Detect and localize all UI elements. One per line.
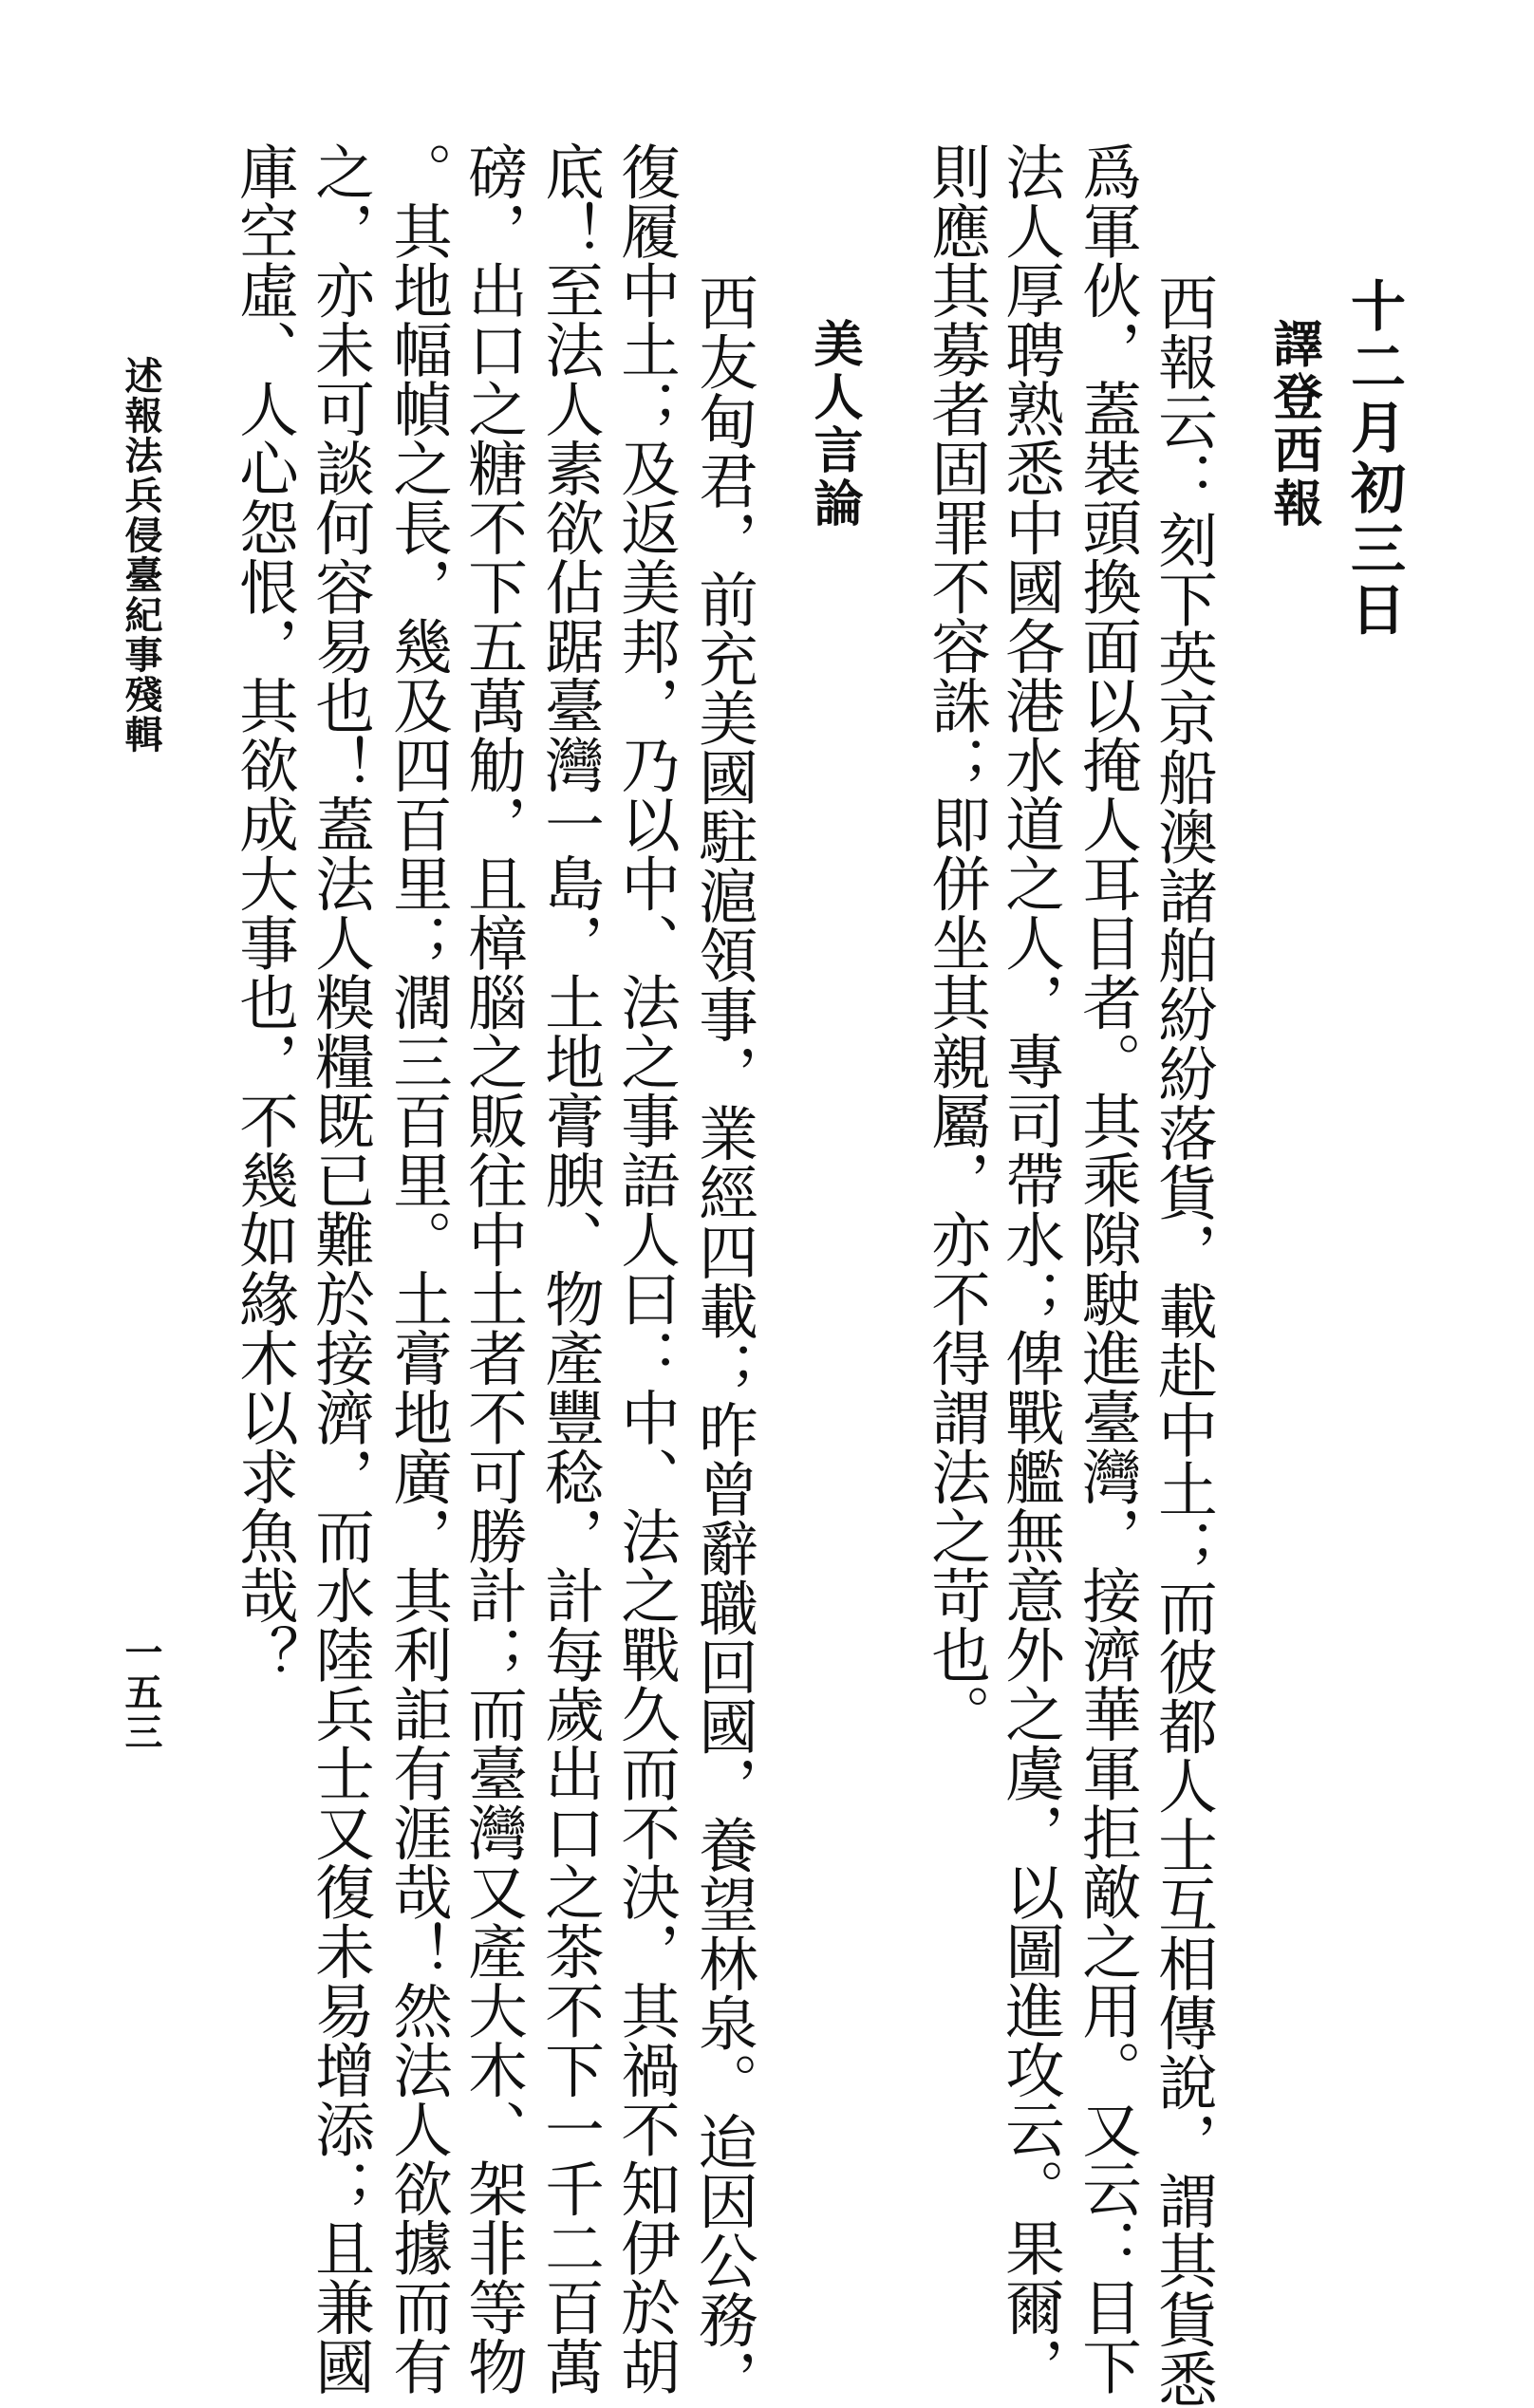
paragraph-line: 磅，出口之糖不下五萬觔，且樟腦之販往中土者不可勝計；而臺灣又產大木、架非等物 [458, 141, 528, 2396]
paragraph-line: 西友甸君，前充美國駐滬領事，業經四載；昨曾辭職回國，養望林泉。迨因公務， [688, 272, 758, 2408]
footer-book-title: 述報法兵侵臺紀事殘輯 [119, 356, 162, 755]
paragraph-line: 西報云：刻下英京船澳諸舶紛紛落貨，載赴中土；而彼都人士互相傳說，謂其貨悉 [1148, 272, 1218, 2408]
section-title-american-remarks: 美人言論 [805, 318, 862, 531]
paragraph-line: 之，亦未可談何容易也！蓋法人糗糧既已難於接濟，而水陸兵士又復未易增添；且兼國 [305, 141, 375, 2396]
paragraph-line: 底！至法人素欲佔踞臺灣一島，土地膏腴、物產豐稔，計每歲出口之茶不下一千二百萬 [534, 141, 605, 2396]
paragraph-line: 庫空虛、人心怨恨，其欲成大事也，不幾如緣木以求魚哉？ [229, 141, 299, 1684]
paragraph-line: 法人厚聘熟悉中國各港水道之人，專司帶水；俾戰艦無意外之虞，以圖進攻云。果爾， [995, 141, 1065, 2396]
paragraph-line: 。其地幅幀之長，幾及四百里；濶三百里。土膏地廣，其利詎有涯哉！然法人欲據而有 [383, 141, 453, 2396]
paragraph-line: 則應其募者固罪不容誅；即併坐其親屬，亦不得謂法之苛也。 [921, 141, 991, 1744]
paragraph-line: 復履中土；及返美邦，乃以中、法之事語人曰：中、法之戰久而不決，其禍不知伊於胡 [610, 141, 681, 2396]
date-heading: 十二月初三日 [1341, 277, 1406, 642]
section-title-translation: 譯登西報 [1264, 318, 1321, 531]
paragraph-line: 爲軍伙，蓋裝頭換面以掩人耳目者。其乘隙駛進臺灣，接濟華軍拒敵之用。又云：目下 [1072, 141, 1142, 2396]
page-number: 一五三 [119, 1633, 162, 1752]
